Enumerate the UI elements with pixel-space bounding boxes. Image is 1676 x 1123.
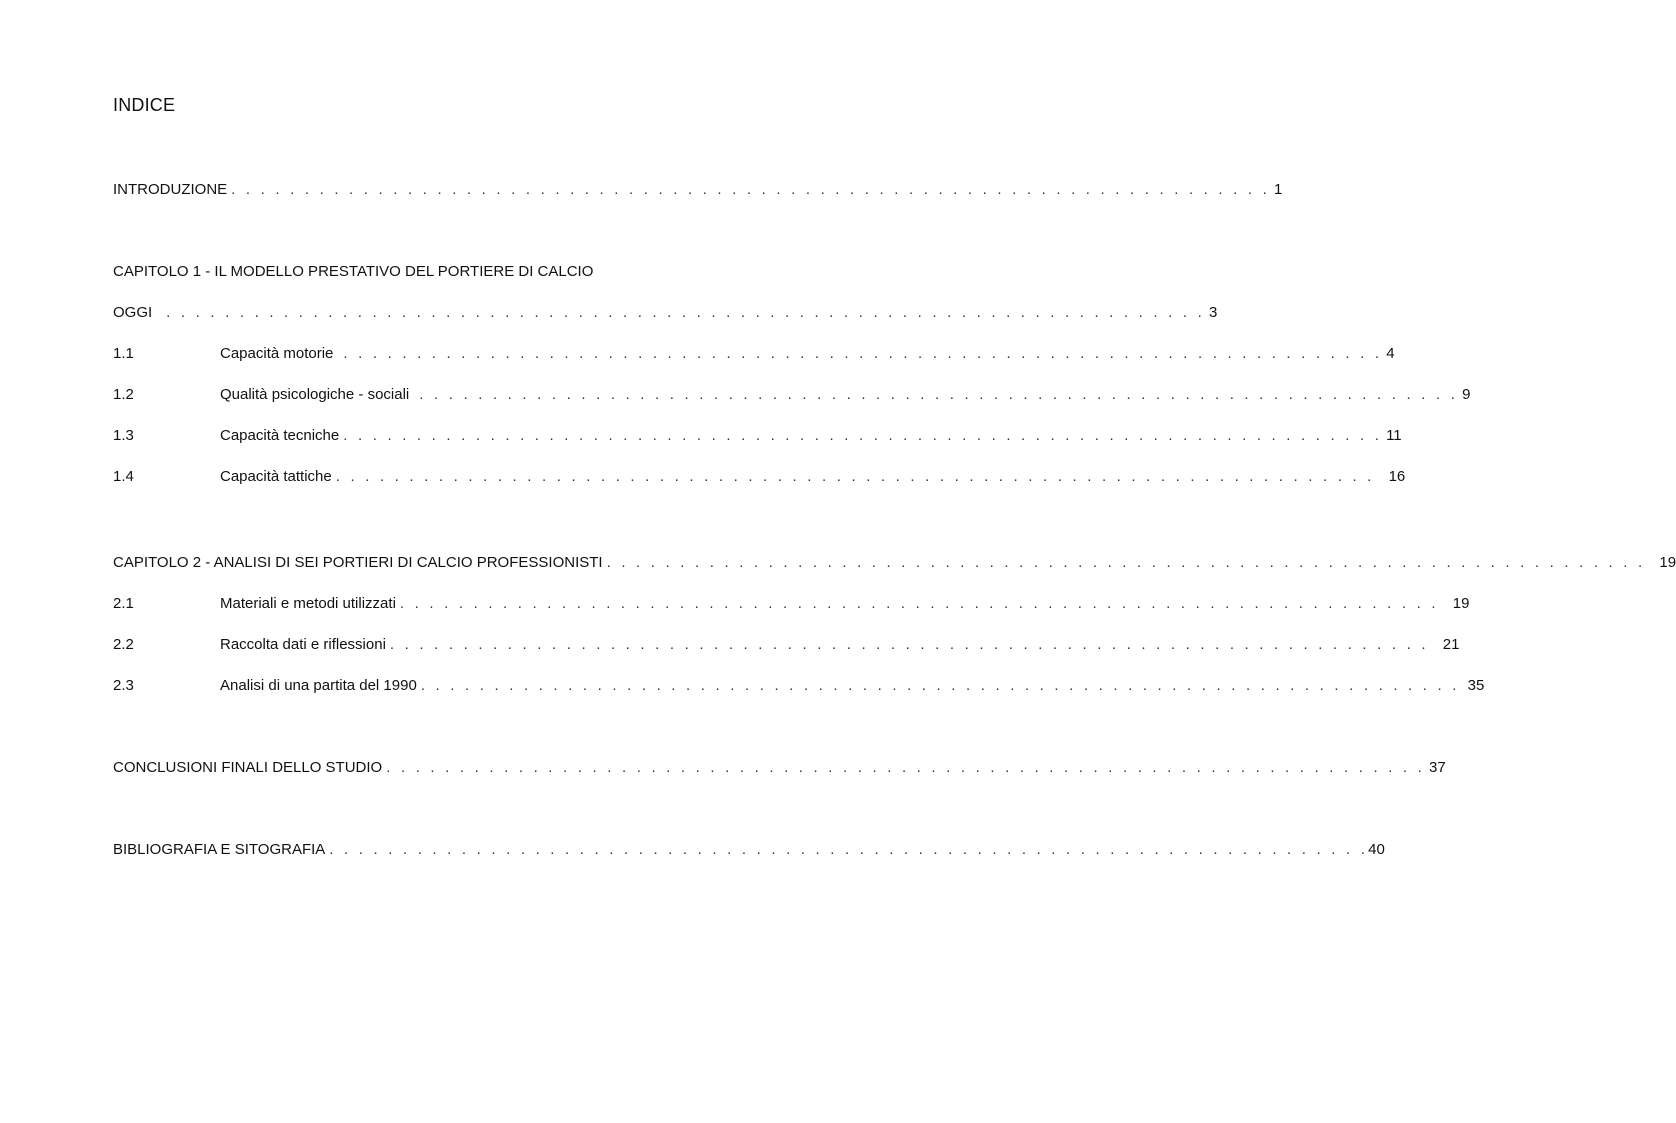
dot-leader: . . . . . . . . . . . . . . . . . . . . . . . . . . . . . . . . . . . . . . . . . . . . . . . . . . . . . . . . . . . . . . . . . . . . . . . xyxy=(420,677,1460,694)
toc-entry-conclusions[interactable] xyxy=(113,759,1446,779)
toc-entry-label: Materiali e metodi utilizzati xyxy=(220,595,396,612)
dot-leader: . . . . . . . . . . . . . . . . . . . . . . . . . . . . . . . . . . . . . . . . . . . . . . . . . . . . . . . . . . . . . . . . . . . . . . . xyxy=(419,386,1459,403)
section-number: 1.1 xyxy=(113,345,134,362)
dot-leader: . . . . . . . . . . . . . . . . . . . . . . . . . . . . . . . . . . . . . . . . . . . . . . . . . . . . . . . . . . . . . . . . . . . . . . . xyxy=(231,181,1270,198)
toc-entry-label: BIBLIOGRAFIA E SITOGRAFIA xyxy=(113,841,326,858)
dot-leader: . . . . . . . . . . . . . . . . . . . . . . . . . . . . . . . . . . . . . . . . . . . . . . . . . . . . . . . . . . . . . . . . . . . . . . . xyxy=(606,554,1646,571)
section-number: 1.3 xyxy=(113,427,134,444)
section-number: 1.4 xyxy=(113,468,134,485)
toc-page-number: 37 xyxy=(1429,759,1446,776)
toc-entry-label: OGGI xyxy=(113,304,153,321)
toc-entry-label: Capacità tattiche xyxy=(220,468,332,485)
toc-entry-label: CONCLUSIONI FINALI DELLO STUDIO xyxy=(113,759,383,776)
toc-page-number: 40 xyxy=(1368,841,1385,858)
toc-page-number: 21 xyxy=(1442,636,1460,653)
toc-section-1-3[interactable] xyxy=(113,427,1402,447)
dot-leader: . . . . . . . . . . . . . . . . . . . . . . . . . . . . . . . . . . . . . . . . . . . . . . . . . . . . . . . . . . . . . . . . . . . . . . . xyxy=(399,595,1439,612)
page-title: INDICE xyxy=(113,95,176,115)
section-number: 2.1 xyxy=(113,595,134,612)
toc-entry-label: INTRODUZIONE xyxy=(113,181,228,198)
toc-page-number: 3 xyxy=(1209,304,1218,321)
toc-entry-label: CAPITOLO 1 - IL MODELLO PRESTATIVO DEL PORTIERE DI CALCIO xyxy=(113,263,594,280)
toc-entry-bibliography[interactable] xyxy=(113,841,1385,861)
toc-entry-label: Analisi di una partita del 1990 xyxy=(220,677,417,694)
toc-chapter-1-title-cont[interactable] xyxy=(113,304,1218,324)
toc-entry-label: Capacità tecniche xyxy=(220,427,340,444)
toc-section-1-4[interactable] xyxy=(113,468,1406,488)
dot-leader: . . . . . . . . . . . . . . . . . . . . . . . . . . . . . . . . . . . . . . . . . . . . . . . . . . . . . . . . . . . . . . . . . . . . . . . xyxy=(343,427,1383,444)
toc-page-number: 16 xyxy=(1388,468,1406,485)
toc-chapter-1-title[interactable] xyxy=(113,263,698,283)
dot-leader: . . . . . . . . . . . . . . . . . . . . . . . . . . . . . . . . . . . . . . . . . . . . . . . . . . . . . . . . . . . . . . . . . . . . . . . xyxy=(335,468,1375,485)
section-number: 1.2 xyxy=(113,386,134,403)
dot-leader: . . . . . . . . . . . . . . . . . . . . . . . . . . . . . . . . . . . . . . . . . . . . . . . . . . . . . . . . . . . . . . . . . . . . . . . xyxy=(329,841,1369,858)
toc-page-number: 11 xyxy=(1386,427,1402,444)
toc-page-number: 1 xyxy=(1274,181,1283,198)
toc-chapter-2-title[interactable] xyxy=(113,554,1676,574)
toc-entry-intro[interactable] xyxy=(113,181,1283,201)
toc-section-1-1[interactable] xyxy=(113,345,1395,365)
dot-leader: . . . . . . . . . . . . . . . . . . . . . . . . . . . . . . . . . . . . . . . . . . . . . . . . . . . . . . . . . . . . . . . . . . . . . . . xyxy=(386,759,1426,776)
dot-leader: . . . . . . . . . . . . . . . . . . . . . . . . . . . . . . . . . . . . . . . . . . . . . . . . . . . . . . . . . . . . . . . . . . . . . . . xyxy=(389,636,1429,653)
toc-entry-label: CAPITOLO 2 - ANALISI DI SEI PORTIERI DI CALCIO PROFESSIONISTI xyxy=(113,554,603,571)
toc-section-2-1[interactable] xyxy=(113,595,1470,615)
toc-page-number: 35 xyxy=(1467,677,1485,694)
toc-section-2-3[interactable] xyxy=(113,677,1485,697)
toc-page-number: 19 xyxy=(1659,554,1676,571)
toc-entry-label: Qualità psicologiche - sociali xyxy=(220,386,410,403)
toc-entry-label: Capacità motorie xyxy=(220,345,334,362)
section-number: 2.3 xyxy=(113,677,134,694)
toc-page-number: 19 xyxy=(1452,595,1470,612)
toc-section-2-2[interactable] xyxy=(113,636,1460,656)
section-number: 2.2 xyxy=(113,636,134,653)
toc-page-number: 9 xyxy=(1462,386,1471,403)
toc-section-1-2[interactable] xyxy=(113,386,1471,406)
dot-leader: . . . . . . . . . . . . . . . . . . . . . . . . . . . . . . . . . . . . . . . . . . . . . . . . . . . . . . . . . . . . . . . . . . . . . . . xyxy=(166,304,1205,321)
dot-leader: . . . . . . . . . . . . . . . . . . . . . . . . . . . . . . . . . . . . . . . . . . . . . . . . . . . . . . . . . . . . . . . . . . . . . . . xyxy=(343,345,1383,362)
toc-page-number: 4 xyxy=(1386,345,1395,362)
toc-entry-label: Raccolta dati e riflessioni xyxy=(220,636,386,653)
